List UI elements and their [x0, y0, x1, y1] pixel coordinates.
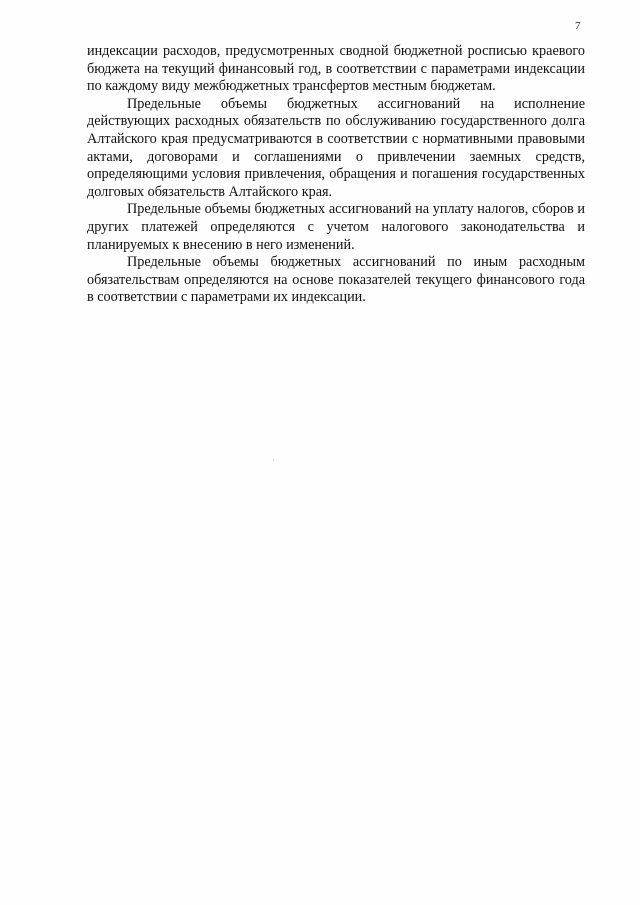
paragraph-other-obligations: Предельные объемы бюджетных ассигнований по иным расходным обязательствам определяются на основе показателей текущего финансового года в соответствии с параметрами их индексации. [87, 254, 585, 306]
paragraph-debt-service: Предельные объемы бюджетных ассигнований на исполнение действующих расходных обязательств по обслуживанию государственного долга Алтайского края предусматриваются в соответствии с нормативными правовыми актами, договорами и соглашениями о привлечении заемных средств, определяющими условия привлечения, обращения и погашения государственных долговых обязательств Алтайского края. [87, 95, 585, 200]
page-number: 7 [575, 20, 581, 32]
paragraph-taxes: Предельные объемы бюджетных ассигнований на уплату налогов, сборов и других платежей определяются с учетом налогового законодательства и планируемых к внесению в него изменений. [87, 201, 585, 253]
scan-speck [273, 460, 274, 461]
paragraph-continuation: индексации расходов, предусмотренных сводной бюджетной росписью краевого бюджета на текущий финансовый год, в соответствии с параметрами индексации по каждому виду межбюджетных трансфертов местным бюджетам. [87, 43, 585, 95]
document-body [87, 43, 585, 307]
